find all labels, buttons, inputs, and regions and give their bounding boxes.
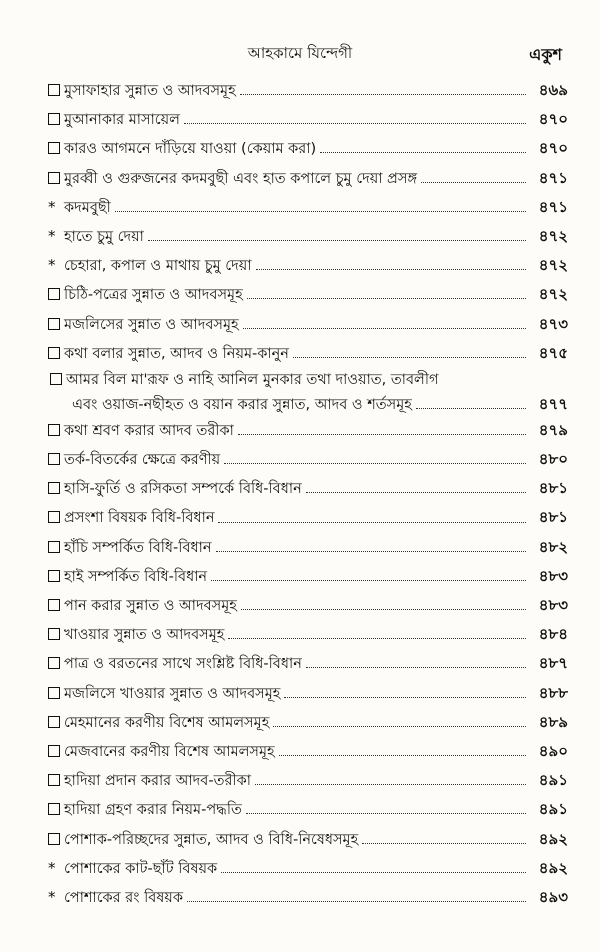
toc-entry-title: মজলিসের সুন্নাত ও আদবসমূহ [64,316,239,333]
toc-entry-title: এবং ওয়াজ-নছীহত ও বয়ান করার সুন্নাত, আদব ও শর্তসমূহ [72,396,412,413]
toc-entry-title: মজলিসে খাওয়ার সুন্নাত ও আদবসমূহ [64,685,281,702]
checkbox-bullet-icon [48,599,60,611]
toc-entry-page-number: ৪৮০ [538,450,568,469]
leader-dots [306,655,526,668]
toc-entry [48,854,568,883]
toc-entry-page-number: ৪৮৯ [538,712,568,731]
leader-dots [216,539,527,552]
toc-entry-page-number: ৪৯১ [538,800,568,819]
checkbox-bullet-icon [48,745,60,757]
toc-entry-page-number: ৪৬৯ [538,81,568,99]
toc-entry [48,368,568,416]
leader-dots [221,860,526,873]
toc-entry [48,416,568,445]
toc-entry-page-number: ৪৯০ [538,741,568,760]
leader-dots [218,510,526,523]
leader-dots [228,626,526,639]
toc-entry-page-number: ৪৭২ [538,285,568,304]
toc-entry [48,562,568,591]
leader-dots [255,772,526,785]
checkbox-bullet-icon [48,628,60,640]
toc-entry [48,339,568,368]
toc-entry-title: কথা বলার সুন্নাত, আদব ও নিয়ম-কানুন [64,345,289,362]
checkbox-bullet-icon [48,716,60,728]
leader-dots [148,228,526,241]
leader-dots [238,422,526,435]
toc-entry-title: খাওয়ার সুন্নাত ও আদবসমূহ [64,627,225,644]
toc-entry-title: কদমবুছী [64,199,111,216]
checkbox-bullet-icon [48,347,60,359]
leader-dots [362,831,526,844]
toc-entry-page-number: ৪৭৫ [538,343,568,362]
toc-entry-title: তর্ক-বিতর্কের ক্ষেত্রে করণীয় [64,452,221,469]
toc-entry-title: হাদিয়া প্রদান করার আদব-তরীকা [64,773,251,790]
checkbox-bullet-icon [48,511,60,523]
toc-entry [48,737,568,766]
toc-entry-title: চিঠি-পত্রের সুন্নাত ও আদবসমূহ [64,287,243,304]
toc-entry [48,795,568,824]
toc-entry-page-number: ৪৮৪ [538,625,568,644]
leader-dots [224,451,526,464]
asterisk-bullet-icon: * [48,226,56,245]
toc-entry [48,193,568,222]
toc-entry-title: হাতে চুমু দেয়া [64,228,144,245]
toc-entry-page-number: ৪৮১ [538,479,568,498]
toc-entry [48,445,568,474]
toc-entry-title: মেহমানের করণীয় বিশেষ আমলসমূহ [64,714,270,731]
toc-entry-title: পান করার সুন্নাত ও আদবসমূহ [64,598,237,614]
toc-entry-title: পোশাক-পরিচ্ছদের সুন্নাত, আদব ও বিধি-নিষেধসমূহ [64,831,359,848]
leader-dots [293,345,526,358]
checkbox-bullet-icon [48,318,60,330]
toc-entry [48,591,568,620]
leader-dots [246,801,526,814]
checkbox-bullet-icon [48,657,60,669]
page-header [0,40,600,66]
checkbox-bullet-icon [48,833,60,845]
leader-dots [184,111,526,124]
leader-dots [115,199,526,212]
toc-entry-title: মেজবানের করণীয় বিশেষ আমলসমূহ [64,743,275,760]
toc-entry-page-number: ৪৭২ [538,226,568,245]
checkbox-bullet-icon [48,687,60,699]
asterisk-bullet-icon: * [48,197,56,216]
toc-entry [48,533,568,562]
toc-entry [48,280,568,309]
leader-dots [320,140,526,153]
toc-entry-page-number: ৪৮১ [538,508,568,527]
toc-entry-title: হাঁচি সম্পর্কিত বিধি-বিধান [64,539,212,556]
toc-entry-page-number: ৪৭২ [538,256,568,275]
table-of-contents [48,76,568,912]
checkbox-bullet-icon [48,84,60,96]
toc-entry-title: মুসাফাহার সুন্নাত ও আদবসমূহ [64,83,236,99]
toc-entry-page-number: ৪৮২ [538,537,568,556]
toc-entry [48,620,568,649]
toc-entry-page-number: ৪৭৯ [538,420,568,439]
toc-entry-page-number: ৪৮৮ [538,683,568,702]
asterisk-bullet-icon: * [48,858,56,877]
asterisk-bullet-icon: * [48,256,56,275]
toc-entry-title: মুরব্বী ও গুরুজনের কদমবুছী এবং হাত কপালে চুমু দেয়া প্রসঙ্গ [64,170,418,187]
leader-dots [421,170,526,183]
toc-entry-title: পোশাকের কাট-ছাঁট বিষয়ক [64,860,218,877]
checkbox-bullet-icon [48,482,60,494]
toc-entry-page-number: ৪৮৩ [538,596,568,614]
running-title: আহকামে যিন্দেগী [247,44,353,62]
toc-entry-title: হাদিয়া গ্রহণ করার নিয়ম-পদ্ধতি [64,802,242,819]
toc-entry [48,164,568,193]
leader-dots [256,257,526,270]
toc-entry-title: হাসি-ফুর্তি ও রসিকতা সম্পর্কে বিধি-বিধান [64,481,302,498]
leader-dots [279,743,526,756]
leader-dots [416,396,526,409]
toc-entry-title: মুআনাকার মাসায়েল [64,112,180,129]
toc-entry [48,883,568,912]
checkbox-bullet-icon [48,774,60,786]
toc-entry [48,134,568,163]
toc-entry-page-number: ৪৭১ [538,197,568,216]
toc-entry-title: পাত্র ও বরতনের সাথে সংশ্লিষ্ট বিধি-বিধান [64,656,302,673]
checkbox-bullet-icon [48,172,60,184]
leader-dots [241,597,526,610]
checkbox-bullet-icon [50,373,62,385]
toc-entry [48,76,568,105]
toc-entry-page-number: ৪৭০ [538,139,568,158]
leader-dots [243,316,526,329]
toc-entry-title: পোশাকের রং বিষয়ক [64,889,183,906]
checkbox-bullet-icon [48,541,60,553]
checkbox-bullet-icon [48,424,60,436]
toc-entry-page-number: ৪৮৭ [538,654,568,673]
toc-entry-title: কারও আগমনে দাঁড়িয়ে যাওয়া (কেয়াম করা) [64,141,317,158]
toc-entry [48,679,568,708]
toc-entry-page-number: ৪৭১ [538,168,568,187]
toc-entry-title: প্রসংশা বিষয়ক বিধি-বিধান [64,510,215,527]
toc-entry-page-number: ৪৯১ [538,771,568,790]
checkbox-bullet-icon [48,288,60,300]
checkbox-bullet-icon [48,453,60,465]
leader-dots [247,286,526,299]
toc-entry [48,222,568,251]
toc-entry-page-number: ৪৭৩ [538,314,568,333]
toc-entry-title: চেহারা, কপাল ও মাথায় চুমু দেয়া [64,258,252,275]
toc-entry [48,251,568,280]
toc-entry-title: কথা শ্রবণ করার আদব তরীকা [64,422,234,439]
asterisk-bullet-icon: * [48,887,56,906]
toc-entry [48,649,568,678]
toc-entry-page-number: ৪৭০ [538,110,568,129]
checkbox-bullet-icon [48,142,60,154]
checkbox-bullet-icon [48,113,60,125]
toc-entry [48,766,568,795]
leader-dots [211,568,526,581]
toc-entry-page-number: ৪৮৩ [538,566,568,585]
leader-dots [273,714,526,727]
toc-entry-title: আমর বিল মা'রূফ ও নাহি আনিল মুনকার তথা দাওয়াত, তাবলীগ [66,371,439,388]
toc-entry [48,825,568,854]
leader-dots [187,889,526,902]
toc-entry-page-number: ৪৭৭ [538,394,568,413]
toc-entry-page-number: ৪৯২ [538,858,568,877]
leader-dots [240,82,526,95]
checkbox-bullet-icon [48,803,60,815]
toc-entry-title: হাই সম্পর্কিত বিধি-বিধান [64,568,208,585]
toc-entry [48,105,568,134]
toc-entry [48,708,568,737]
checkbox-bullet-icon [48,570,60,582]
leader-dots [284,685,526,698]
toc-entry [48,474,568,503]
toc-entry [48,503,568,532]
toc-entry-page-number: ৪৯২ [538,829,568,848]
toc-entry-page-number: ৪৯৩ [538,887,568,906]
toc-entry [48,310,568,339]
page-number-label: একুশ [529,45,562,64]
leader-dots [306,480,526,493]
